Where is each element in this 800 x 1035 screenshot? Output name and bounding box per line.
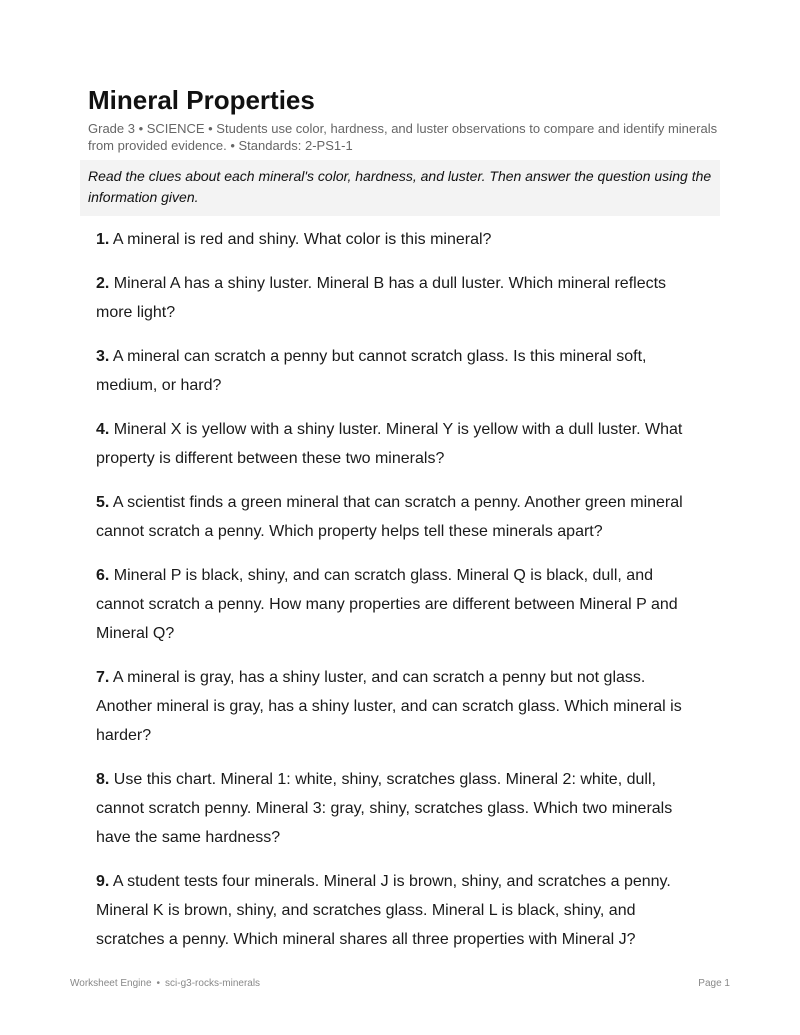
question-text: Mineral X is yellow with a shiny luster. Mineral Y is yellow with a dull luster. What property is different between these two minerals? (96, 421, 683, 467)
footer-engine: Worksheet Engine (70, 978, 152, 989)
instructions-box: Read the clues about each mineral's color, hardness, and luster. Then answer the question using the information given. (80, 160, 720, 216)
question-item (96, 225, 700, 254)
question-number: 2. (96, 275, 110, 292)
question-text: Mineral A has a shiny luster. Mineral B has a dull luster. Which mineral reflects more light? (96, 275, 667, 321)
question-item (96, 342, 700, 400)
question-number: 7. (96, 669, 110, 686)
question-number: 9. (96, 873, 110, 890)
worksheet-meta: Grade 3 • SCIENCE • Students use color, hardness, and luster observations to compare and identify minerals from provided evidence. • Standards: 2-PS1-1 (88, 121, 718, 153)
page-title: Mineral Properties (88, 85, 315, 115)
question-text: A mineral can scratch a penny but cannot scratch glass. Is this mineral soft, medium, or hard? (96, 348, 647, 394)
question-number: 1. (96, 231, 110, 248)
footer-page-number: Page 1 (698, 978, 730, 989)
question-item (96, 488, 700, 546)
footer-code: sci-g3-rocks-minerals (165, 978, 261, 989)
question-item (96, 415, 700, 473)
question-number: 8. (96, 771, 110, 788)
question-number: 3. (96, 348, 110, 365)
question-item (96, 663, 700, 750)
question-number: 4. (96, 421, 110, 438)
question-number: 6. (96, 567, 110, 584)
question-list (88, 225, 700, 954)
question-text: A student tests four minerals. Mineral J is brown, shiny, and scratches a penny. Mineral K is brown, shiny, and scratches glass. Mineral L is black, shiny, and scratches a penny. Which mineral shares all three properties with Mineral J? (96, 873, 671, 948)
question-text: A scientist finds a green mineral that can scratch a penny. Another green mineral cannot scratch a penny. Which property helps tell these minerals apart? (96, 494, 683, 540)
footer-separator: • (156, 978, 161, 989)
question-item (96, 867, 700, 954)
question-text: Mineral P is black, shiny, and can scratch glass. Mineral Q is black, dull, and cannot scratch a penny. How many properties are different between Mineral P and Mineral Q? (96, 567, 678, 642)
worksheet-page (88, 84, 720, 969)
question-item (96, 561, 700, 648)
footer-source (70, 978, 260, 989)
question-text: A mineral is red and shiny. What color is this mineral? (112, 231, 492, 248)
question-text: A mineral is gray, has a shiny luster, and can scratch a penny but not glass. Another mineral is gray, has a shiny luster, and can scratch glass. Which mineral is harder? (96, 669, 682, 744)
question-text: Use this chart. Mineral 1: white, shiny, scratches glass. Mineral 2: white, dull, cannot scratch penny. Mineral 3: gray, shiny, scratches glass. Which two minerals have the same hardness? (96, 771, 673, 846)
question-number: 5. (96, 494, 110, 511)
question-item (96, 269, 700, 327)
question-item (96, 765, 700, 852)
